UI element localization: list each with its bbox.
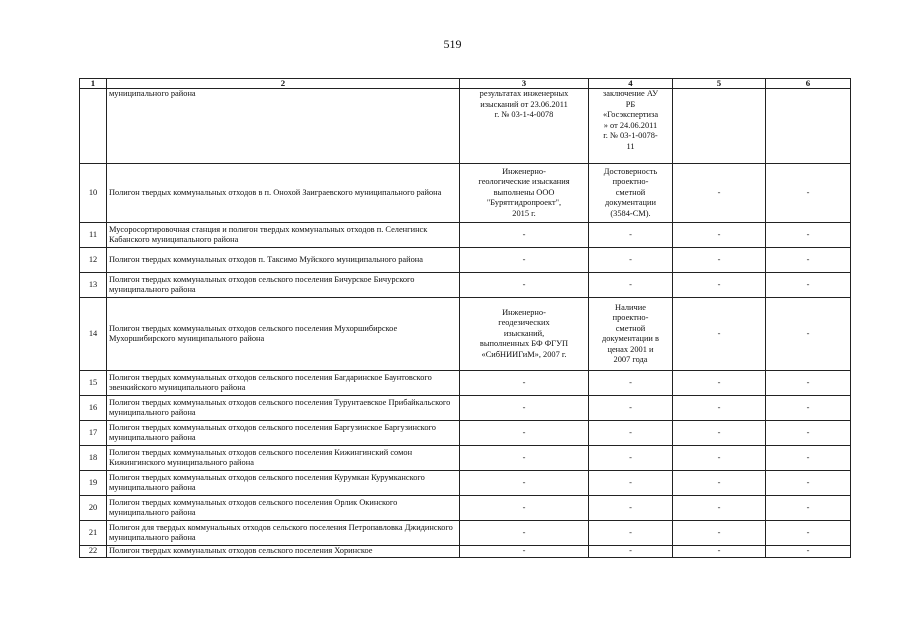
table-row bbox=[80, 546, 851, 558]
object-name: Полигон твердых коммунальных отходов сельского поселения Турунтаевское Прибайкальского муниципального района bbox=[107, 396, 460, 421]
engineering-surveys: Инженерно- геологические изыскания выполнены ООО "Бурятгидропроект", 2015 г. bbox=[460, 164, 589, 223]
design-documentation: - bbox=[589, 371, 673, 396]
design-documentation: - bbox=[589, 396, 673, 421]
engineering-surveys: - bbox=[460, 371, 589, 396]
row-number: 20 bbox=[80, 496, 107, 521]
object-name: Полигон для твердых коммунальных отходов сельского поселения Петропавловка Джидинского муниципального района bbox=[107, 521, 460, 546]
column-5-value: - bbox=[673, 496, 766, 521]
column-6-value: - bbox=[766, 298, 851, 371]
header-col-4: 4 bbox=[589, 79, 673, 89]
design-documentation: - bbox=[589, 546, 673, 558]
column-6-value: - bbox=[766, 164, 851, 223]
table-row bbox=[80, 223, 851, 248]
column-5-value: - bbox=[673, 371, 766, 396]
object-name: Полигон твердых коммунальных отходов п. Таксимо Муйского муниципального района bbox=[107, 248, 460, 273]
object-name: Полигон твердых коммунальных отходов сельского поселения Бичурское Бичурского муниципального района bbox=[107, 273, 460, 298]
design-documentation: - bbox=[589, 446, 673, 471]
row-number: 22 bbox=[80, 546, 107, 558]
column-6-value: - bbox=[766, 223, 851, 248]
object-name: Полигон твердых коммунальных отходов сельского поселения Орлик Окинского муниципального района bbox=[107, 496, 460, 521]
row-number: 19 bbox=[80, 471, 107, 496]
table-row bbox=[80, 446, 851, 471]
table-row bbox=[80, 248, 851, 273]
column-6-value: - bbox=[766, 546, 851, 558]
row-number: 14 bbox=[80, 298, 107, 371]
column-6-value: - bbox=[766, 521, 851, 546]
engineering-surveys: - bbox=[460, 521, 589, 546]
column-5-value bbox=[673, 89, 766, 164]
document-table bbox=[79, 78, 851, 558]
engineering-surveys: - bbox=[460, 421, 589, 446]
header-col-1: 1 bbox=[80, 79, 107, 89]
column-5-value: - bbox=[673, 273, 766, 298]
column-5-value: - bbox=[673, 471, 766, 496]
column-5-value: - bbox=[673, 223, 766, 248]
object-name: муниципального района bbox=[107, 89, 460, 164]
engineering-surveys: - bbox=[460, 396, 589, 421]
column-6-value: - bbox=[766, 396, 851, 421]
column-5-value: - bbox=[673, 546, 766, 558]
row-number: 21 bbox=[80, 521, 107, 546]
table-row bbox=[80, 371, 851, 396]
column-5-value: - bbox=[673, 396, 766, 421]
design-documentation: заключение АУ РБ «Госэкспертиза » от 24.06.2011 г. № 03-1-0078- 11 bbox=[589, 89, 673, 164]
design-documentation: - bbox=[589, 248, 673, 273]
design-documentation: - bbox=[589, 421, 673, 446]
engineering-surveys: - bbox=[460, 273, 589, 298]
header-col-2: 2 bbox=[107, 79, 460, 89]
table-row bbox=[80, 164, 851, 223]
object-name: Полигон твердых коммунальных отходов в п. Онохой Заиграевского муниципального района bbox=[107, 164, 460, 223]
object-name: Полигон твердых коммунальных отходов сельского поселения Курумкан Курумканского муниципального района bbox=[107, 471, 460, 496]
object-name: Полигон твердых коммунальных отходов сельского поселения Баргузинское Баргузинского муниципального района bbox=[107, 421, 460, 446]
table-row bbox=[80, 396, 851, 421]
design-documentation: Наличие проектно- сметной документации в ценах 2001 и 2007 года bbox=[589, 298, 673, 371]
engineering-surveys: - bbox=[460, 248, 589, 273]
engineering-surveys: результатах инженерных изысканий от 23.06.2011 г. № 03-1-4-0078 bbox=[460, 89, 589, 164]
row-number: 17 bbox=[80, 421, 107, 446]
table-row bbox=[80, 471, 851, 496]
column-5-value: - bbox=[673, 421, 766, 446]
column-6-value: - bbox=[766, 421, 851, 446]
page-number: 519 bbox=[443, 37, 462, 51]
engineering-surveys: - bbox=[460, 446, 589, 471]
row-number: 11 bbox=[80, 223, 107, 248]
table-row bbox=[80, 496, 851, 521]
column-5-value: - bbox=[673, 164, 766, 223]
engineering-surveys: Инженерно- геодезических изысканий, выполненных БФ ФГУП «СибНИИГиМ», 2007 г. bbox=[460, 298, 589, 371]
table-row bbox=[80, 89, 851, 164]
row-number: 16 bbox=[80, 396, 107, 421]
row-number: 13 bbox=[80, 273, 107, 298]
engineering-surveys: - bbox=[460, 546, 589, 558]
column-6-value: - bbox=[766, 446, 851, 471]
column-5-value: - bbox=[673, 298, 766, 371]
column-6-value: - bbox=[766, 471, 851, 496]
design-documentation: - bbox=[589, 471, 673, 496]
engineering-surveys: - bbox=[460, 496, 589, 521]
row-number: 10 bbox=[80, 164, 107, 223]
column-5-value: - bbox=[673, 446, 766, 471]
row-number: 18 bbox=[80, 446, 107, 471]
object-name: Полигон твердых коммунальных отходов сельского поселения Мухоршибирское Мухоршибирского муниципального района bbox=[107, 298, 460, 371]
header-row bbox=[80, 79, 851, 89]
table-row bbox=[80, 521, 851, 546]
design-documentation: - bbox=[589, 521, 673, 546]
design-documentation: - bbox=[589, 223, 673, 248]
object-name: Мусоросортировочная станция и полигон твердых коммунальных отходов п. Селенгинск Кабанского муниципального района bbox=[107, 223, 460, 248]
column-6-value bbox=[766, 89, 851, 164]
object-name: Полигон твердых коммунальных отходов сельского поселения Кижингинский сомон Кижингинского муниципального района bbox=[107, 446, 460, 471]
row-number: 15 bbox=[80, 371, 107, 396]
row-number: 12 bbox=[80, 248, 107, 273]
column-6-value: - bbox=[766, 248, 851, 273]
design-documentation: - bbox=[589, 496, 673, 521]
column-5-value: - bbox=[673, 248, 766, 273]
header-col-5: 5 bbox=[673, 79, 766, 89]
design-documentation: - bbox=[589, 273, 673, 298]
column-6-value: - bbox=[766, 496, 851, 521]
engineering-surveys: - bbox=[460, 223, 589, 248]
column-5-value: - bbox=[673, 521, 766, 546]
table-row bbox=[80, 421, 851, 446]
table-row bbox=[80, 298, 851, 371]
header-col-6: 6 bbox=[766, 79, 851, 89]
table-row bbox=[80, 273, 851, 298]
header-col-3: 3 bbox=[460, 79, 589, 89]
row-number bbox=[80, 89, 107, 164]
design-documentation: Достоверность проектно- сметной документации (3584-СМ). bbox=[589, 164, 673, 223]
column-6-value: - bbox=[766, 371, 851, 396]
object-name: Полигон твердых коммунальных отходов сельского поселения Багдаринское Баунтовского эвенкийского муниципального района bbox=[107, 371, 460, 396]
engineering-surveys: - bbox=[460, 471, 589, 496]
object-name: Полигон твердых коммунальных отходов сельского поселения Хоринское bbox=[107, 546, 460, 558]
column-6-value: - bbox=[766, 273, 851, 298]
